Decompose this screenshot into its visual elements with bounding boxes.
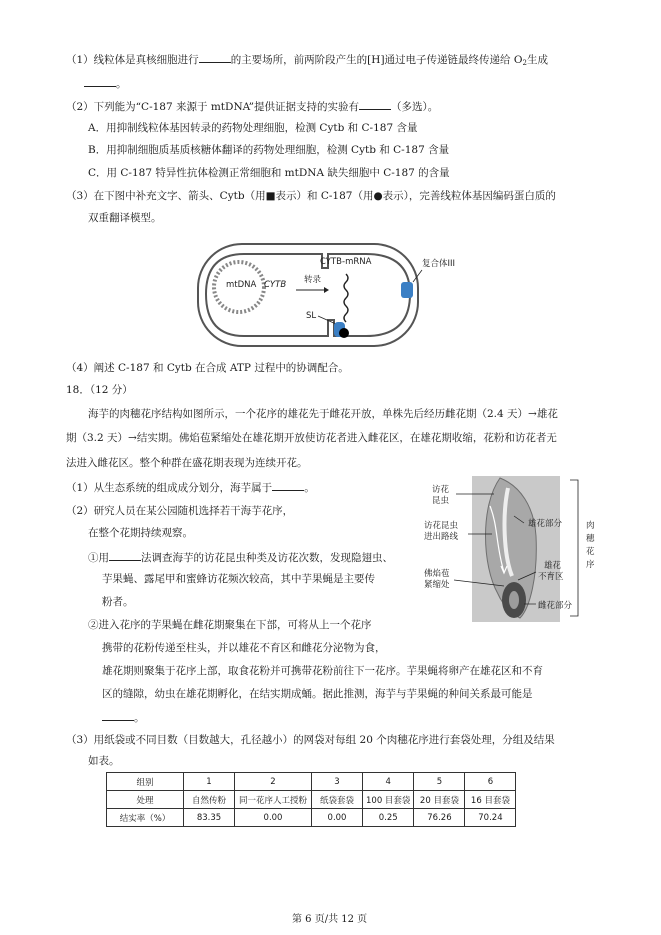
table-cell: 100 目套袋 <box>363 791 414 809</box>
table-cell: 纸袋套袋 <box>312 791 363 809</box>
q3-line-2: 双重翻译模型。 <box>88 212 162 224</box>
s2-1-line-2: 芋果蝇、露尾甲和蜜蜂访花频次较高，其中芋果蝇是主要传 <box>102 573 375 585</box>
answer-blank[interactable] <box>84 76 116 87</box>
female-highlight <box>509 591 519 609</box>
male-label: 雄花部分 <box>528 519 563 529</box>
table-cell: 2 <box>235 773 312 791</box>
s2-2-line-3: 雄花期则聚集于花序上部，取食花粉并可携带花粉前往下一花序。芋果蝇将卵产在雄花区和不育 <box>102 665 543 677</box>
answer-blank[interactable] <box>272 480 304 491</box>
table-cell: 组别 <box>107 773 184 791</box>
results-table <box>106 772 516 827</box>
answer-blank[interactable] <box>359 99 391 110</box>
s3-line: （3）用纸袋或不同目数（目数越大，孔径越小）的网袋对每组 20 个肉穗花序进行套袋处理，分组及结果 <box>66 734 555 746</box>
option-c: C．用 C-187 特异性抗体检测正常细胞和 mtDNA 缺失细胞中 C-187 的含量 <box>88 167 450 179</box>
route-label: 访花昆虫进出路线 <box>424 521 459 542</box>
paragraph-line: 海芋的肉穗花序结构如图所示，一个花序的雄花先于雌花开放，单株先后经历雌花期（2.4 天）→雄花 <box>88 408 558 420</box>
complex-iii-label: 复合体III <box>422 259 456 269</box>
table-cell: 6 <box>465 773 516 791</box>
s1-line <box>66 480 315 495</box>
visitor-insect-label: 访花昆虫 <box>432 485 450 506</box>
q1-line-2 <box>84 76 127 91</box>
answer-blank[interactable] <box>109 550 141 561</box>
table-cell: 3 <box>312 773 363 791</box>
answer-blank[interactable] <box>199 52 231 63</box>
table-cell: 自然传粉 <box>184 791 235 809</box>
mrna-label: CYTB-mRNA <box>320 257 372 267</box>
s2-2-line: ②进入花序的芋果蝇在雌花期聚集在下部，可将从上一个花序 <box>88 619 372 631</box>
constriction-label: 佛焰苞紧缩处 <box>424 569 450 590</box>
inner-membrane <box>206 254 410 336</box>
table-row <box>107 809 516 827</box>
text: 。 <box>304 482 315 494</box>
text: 。 <box>134 712 145 724</box>
subscript: 2 <box>522 59 527 67</box>
q1-line <box>66 52 548 70</box>
table-cell: 0.25 <box>363 809 414 827</box>
text: （多选）。 <box>391 101 439 113</box>
spadix-figure <box>420 476 620 622</box>
cytb-gene-label: CYTB <box>264 280 287 290</box>
table-cell: 0.00 <box>235 809 312 827</box>
s2-2-line-5 <box>102 710 145 725</box>
table-cell: 70.24 <box>465 809 516 827</box>
text: 生成 <box>526 54 548 66</box>
arrow-head <box>324 287 329 293</box>
table-cell: 1 <box>184 773 235 791</box>
option-a: A．用抑制线粒体基因转录的药物处理细胞，检测 Cytb 和 C-187 含量 <box>88 122 418 134</box>
text: （1）从生态系统的组成成分划分，海芋属于 <box>66 482 273 494</box>
table-row <box>107 773 516 791</box>
mitochondrion-diagram <box>196 242 456 350</box>
complex-iii-icon <box>401 282 413 298</box>
table-cell: 同一花序人工授粉 <box>235 791 312 809</box>
q4-line: （4）阐述 C-187 和 Cytb 在合成 ATP 过程中的协调配合。 <box>66 362 349 374</box>
female-label: 雌花部分 <box>538 601 573 611</box>
mtdna-label: mtDNA <box>226 280 257 290</box>
table-cell: 处理 <box>107 791 184 809</box>
spadix-label: 肉穗花序 <box>586 521 595 570</box>
q3-line: （3）在下图中补充文字、箭头、Cytb（用■表示）和 C-187（用●表示），完善线粒体基因编码蛋白质的 <box>66 190 556 202</box>
table-cell: 结实率（%） <box>107 809 184 827</box>
option-b: B．用抑制细胞质基质核糖体翻译的药物处理细胞，检测 Cytb 和 C-187 含量 <box>88 144 450 156</box>
paragraph-line: 法进入雌花区。整个种群在盛花期表现为连续开花。 <box>66 457 308 469</box>
answer-blank[interactable] <box>102 710 134 721</box>
s2-1-line-3: 粉者。 <box>102 596 134 608</box>
text: （1）线粒体是真核细胞进行 <box>66 54 199 66</box>
text: 法调查海芋的访花昆虫种类及访花次数，发现隐翅虫、 <box>141 552 393 564</box>
s2-1-line <box>88 550 393 565</box>
table-cell: 76.26 <box>414 809 465 827</box>
table-cell: 0.00 <box>312 809 363 827</box>
text: 的主要场所，前两阶段产生的[H]通过电子传递链最终传递给 O <box>230 54 523 66</box>
c187-dot <box>339 328 349 338</box>
sterile-label: 雄花不育区 <box>538 561 564 582</box>
s2-line: （2）研究人员在某公园随机选择若干海芋花序， <box>66 505 294 517</box>
text: 。 <box>116 78 127 90</box>
table-cell: 5 <box>414 773 465 791</box>
sl-label: SL <box>306 311 317 321</box>
table-row <box>107 791 516 809</box>
page-footer: 第 6 页/共 12 页 <box>292 914 368 925</box>
text: ①用 <box>88 552 109 564</box>
table-cell: 16 目套袋 <box>465 791 516 809</box>
mrna-strand <box>344 274 348 322</box>
question-18-title: 18．（12 分） <box>66 384 133 396</box>
s2-2-line-4: 区的缝隙，幼虫在雄花期孵化，在结实期成蛹。据此推测，海芋与芋果蝇的种间关系最可能是 <box>102 688 533 700</box>
outer-membrane <box>198 244 418 346</box>
table-cell: 83.35 <box>184 809 235 827</box>
s3-line-2: 如表。 <box>88 755 120 767</box>
text: （2）下列能为“C-187 来源于 mtDNA”提供证据支持的实验有 <box>66 101 360 113</box>
paragraph-line: 期（3.2 天）→结实期。佛焰苞紧缩处在雄花期开放使访花者进入雌花区，在雄花期收缩，花粉和访花者无 <box>66 432 557 444</box>
s2-line-2: 在整个花期持续观察。 <box>88 527 193 539</box>
table-cell: 4 <box>363 773 414 791</box>
s2-2-line-2: 携带的花粉传递至柱头，并以雄花不育区和雌花分泌物为食， <box>102 642 386 654</box>
transcribe-label: 转录 <box>304 275 322 285</box>
table-cell: 20 目套袋 <box>414 791 465 809</box>
spadix-bracket <box>570 480 578 616</box>
q2-line <box>66 99 438 114</box>
